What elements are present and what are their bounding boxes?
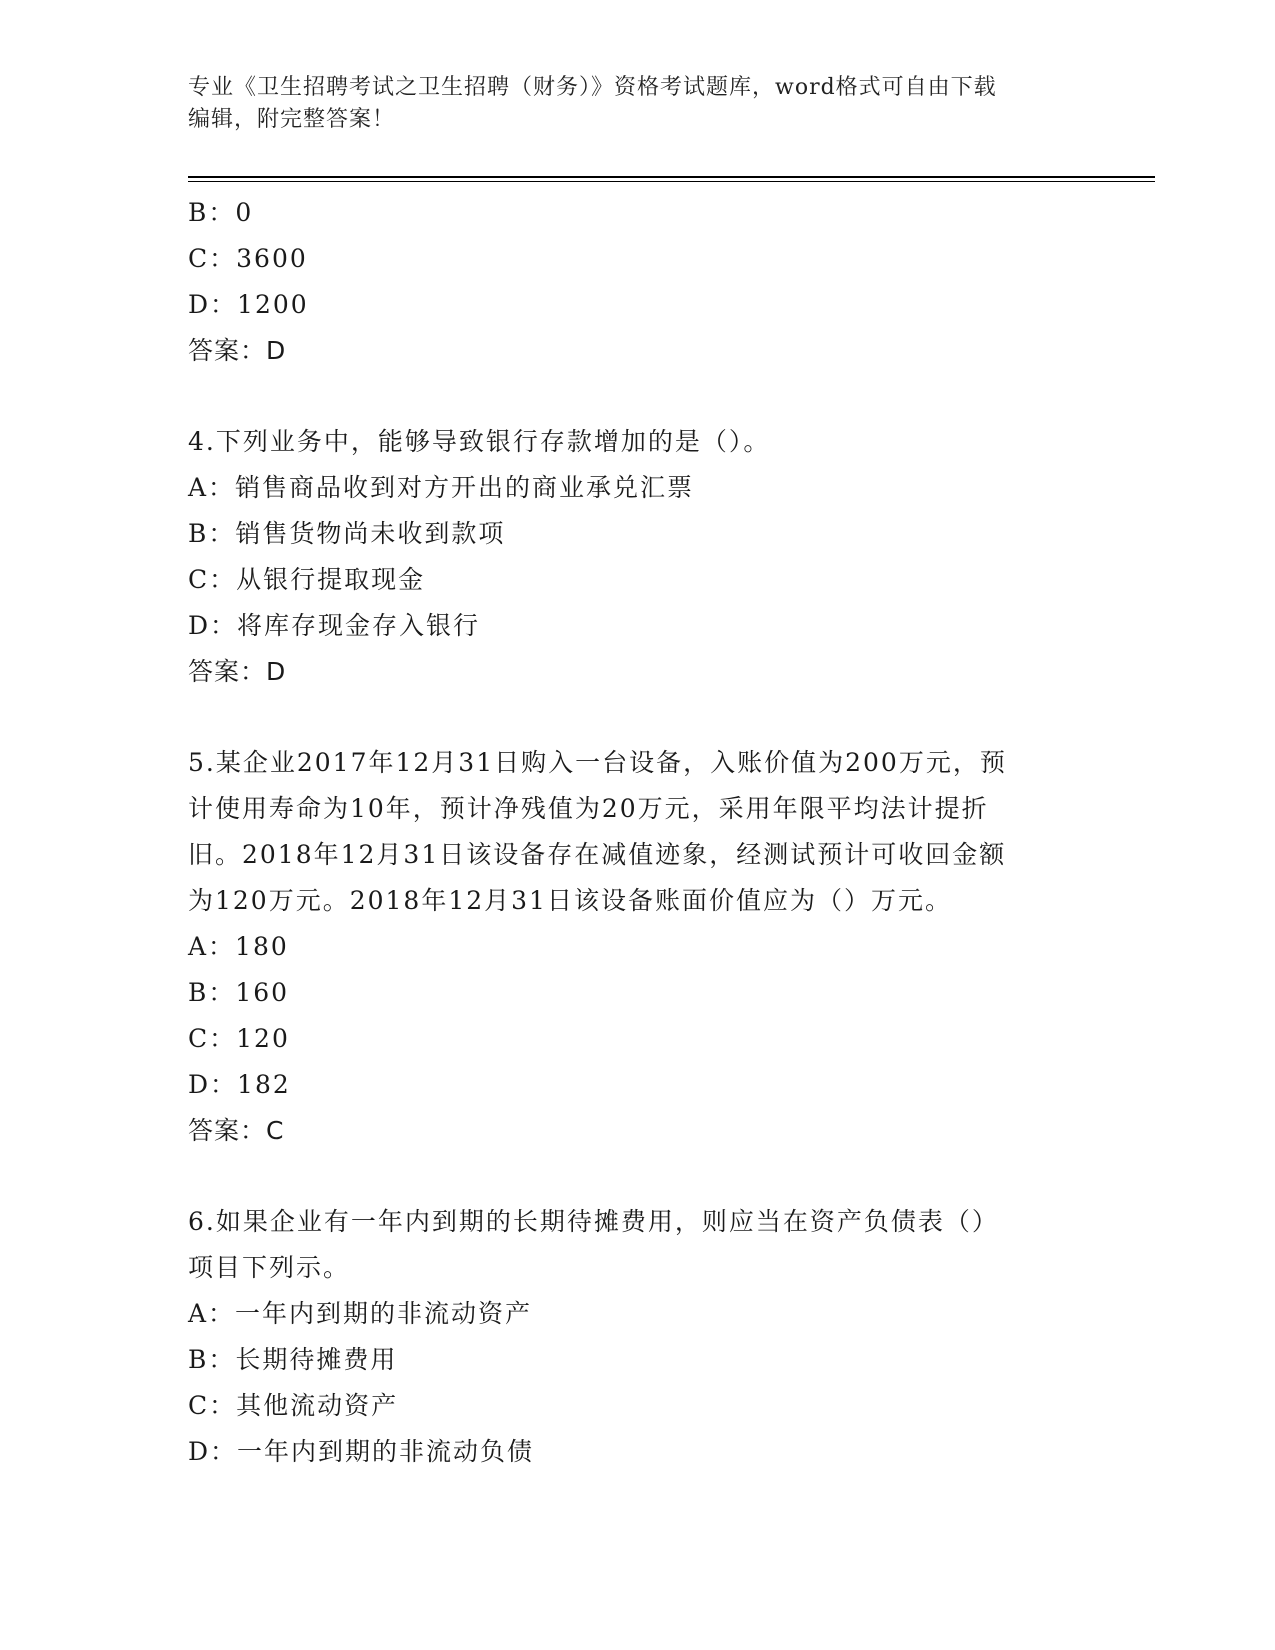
question-content — [188, 190, 1088, 1475]
question-4 — [188, 419, 1088, 695]
option-c: C：从银行提取现金 — [188, 565, 426, 594]
option-b: B：160 — [188, 978, 290, 1007]
option-a: A：销售商品收到对方开出的商业承兑汇票 — [188, 473, 695, 502]
header-divider-thin — [188, 181, 1155, 182]
answer-label: 答案：D — [188, 336, 287, 365]
option-c: C：120 — [188, 1024, 290, 1053]
stem-line: 6.如果企业有一年内到期的长期待摊费用，则应当在资产负债表（） — [188, 1207, 999, 1236]
spacer — [188, 374, 1088, 419]
question-stem — [188, 740, 1088, 924]
option-b: B：0 — [188, 198, 254, 227]
question-5 — [188, 740, 1088, 1154]
option-c: C：其他流动资产 — [188, 1391, 399, 1420]
spacer — [188, 1154, 1088, 1199]
stem-line: 计使用寿命为10年，预计净残值为20万元，采用年限平均法计提折 — [188, 794, 989, 823]
document-header — [188, 72, 1088, 136]
answer-label: 答案：D — [188, 657, 287, 686]
stem-line: 为120万元。2018年12月31日该设备账面价值应为（）万元。 — [188, 886, 952, 915]
option-d: D：1200 — [188, 290, 309, 319]
option-d: D：将库存现金存入银行 — [188, 611, 481, 640]
option-c: C：3600 — [188, 244, 308, 273]
stem-line: 4.下列业务中，能够导致银行存款增加的是（）。 — [188, 427, 771, 456]
header-line-1: 专业《卫生招聘考试之卫生招聘（财务）》资格考试题库，word格式可自由下载 — [188, 75, 997, 100]
answer-label: 答案：C — [188, 1116, 285, 1145]
question-3-tail — [188, 190, 1088, 374]
option-b: B：长期待摊费用 — [188, 1345, 398, 1374]
header-line-2: 编辑，附完整答案！ — [188, 107, 396, 132]
option-a: A：一年内到期的非流动资产 — [188, 1299, 533, 1328]
stem-line: 项目下列示。 — [188, 1253, 351, 1282]
spacer — [188, 695, 1088, 740]
stem-line: 5.某企业2017年12月31日购入一台设备，入账价值为200万元，预 — [188, 748, 1007, 777]
option-a: A：180 — [188, 932, 289, 961]
header-divider-thick — [188, 176, 1155, 178]
option-d: D：182 — [188, 1070, 291, 1099]
question-6 — [188, 1199, 1088, 1475]
question-stem — [188, 419, 1088, 465]
stem-line: 旧。2018年12月31日该设备存在减值迹象，经测试预计可收回金额 — [188, 840, 1007, 869]
option-b: B：销售货物尚未收到款项 — [188, 519, 506, 548]
question-stem — [188, 1199, 1088, 1291]
option-d: D：一年内到期的非流动负债 — [188, 1437, 535, 1466]
